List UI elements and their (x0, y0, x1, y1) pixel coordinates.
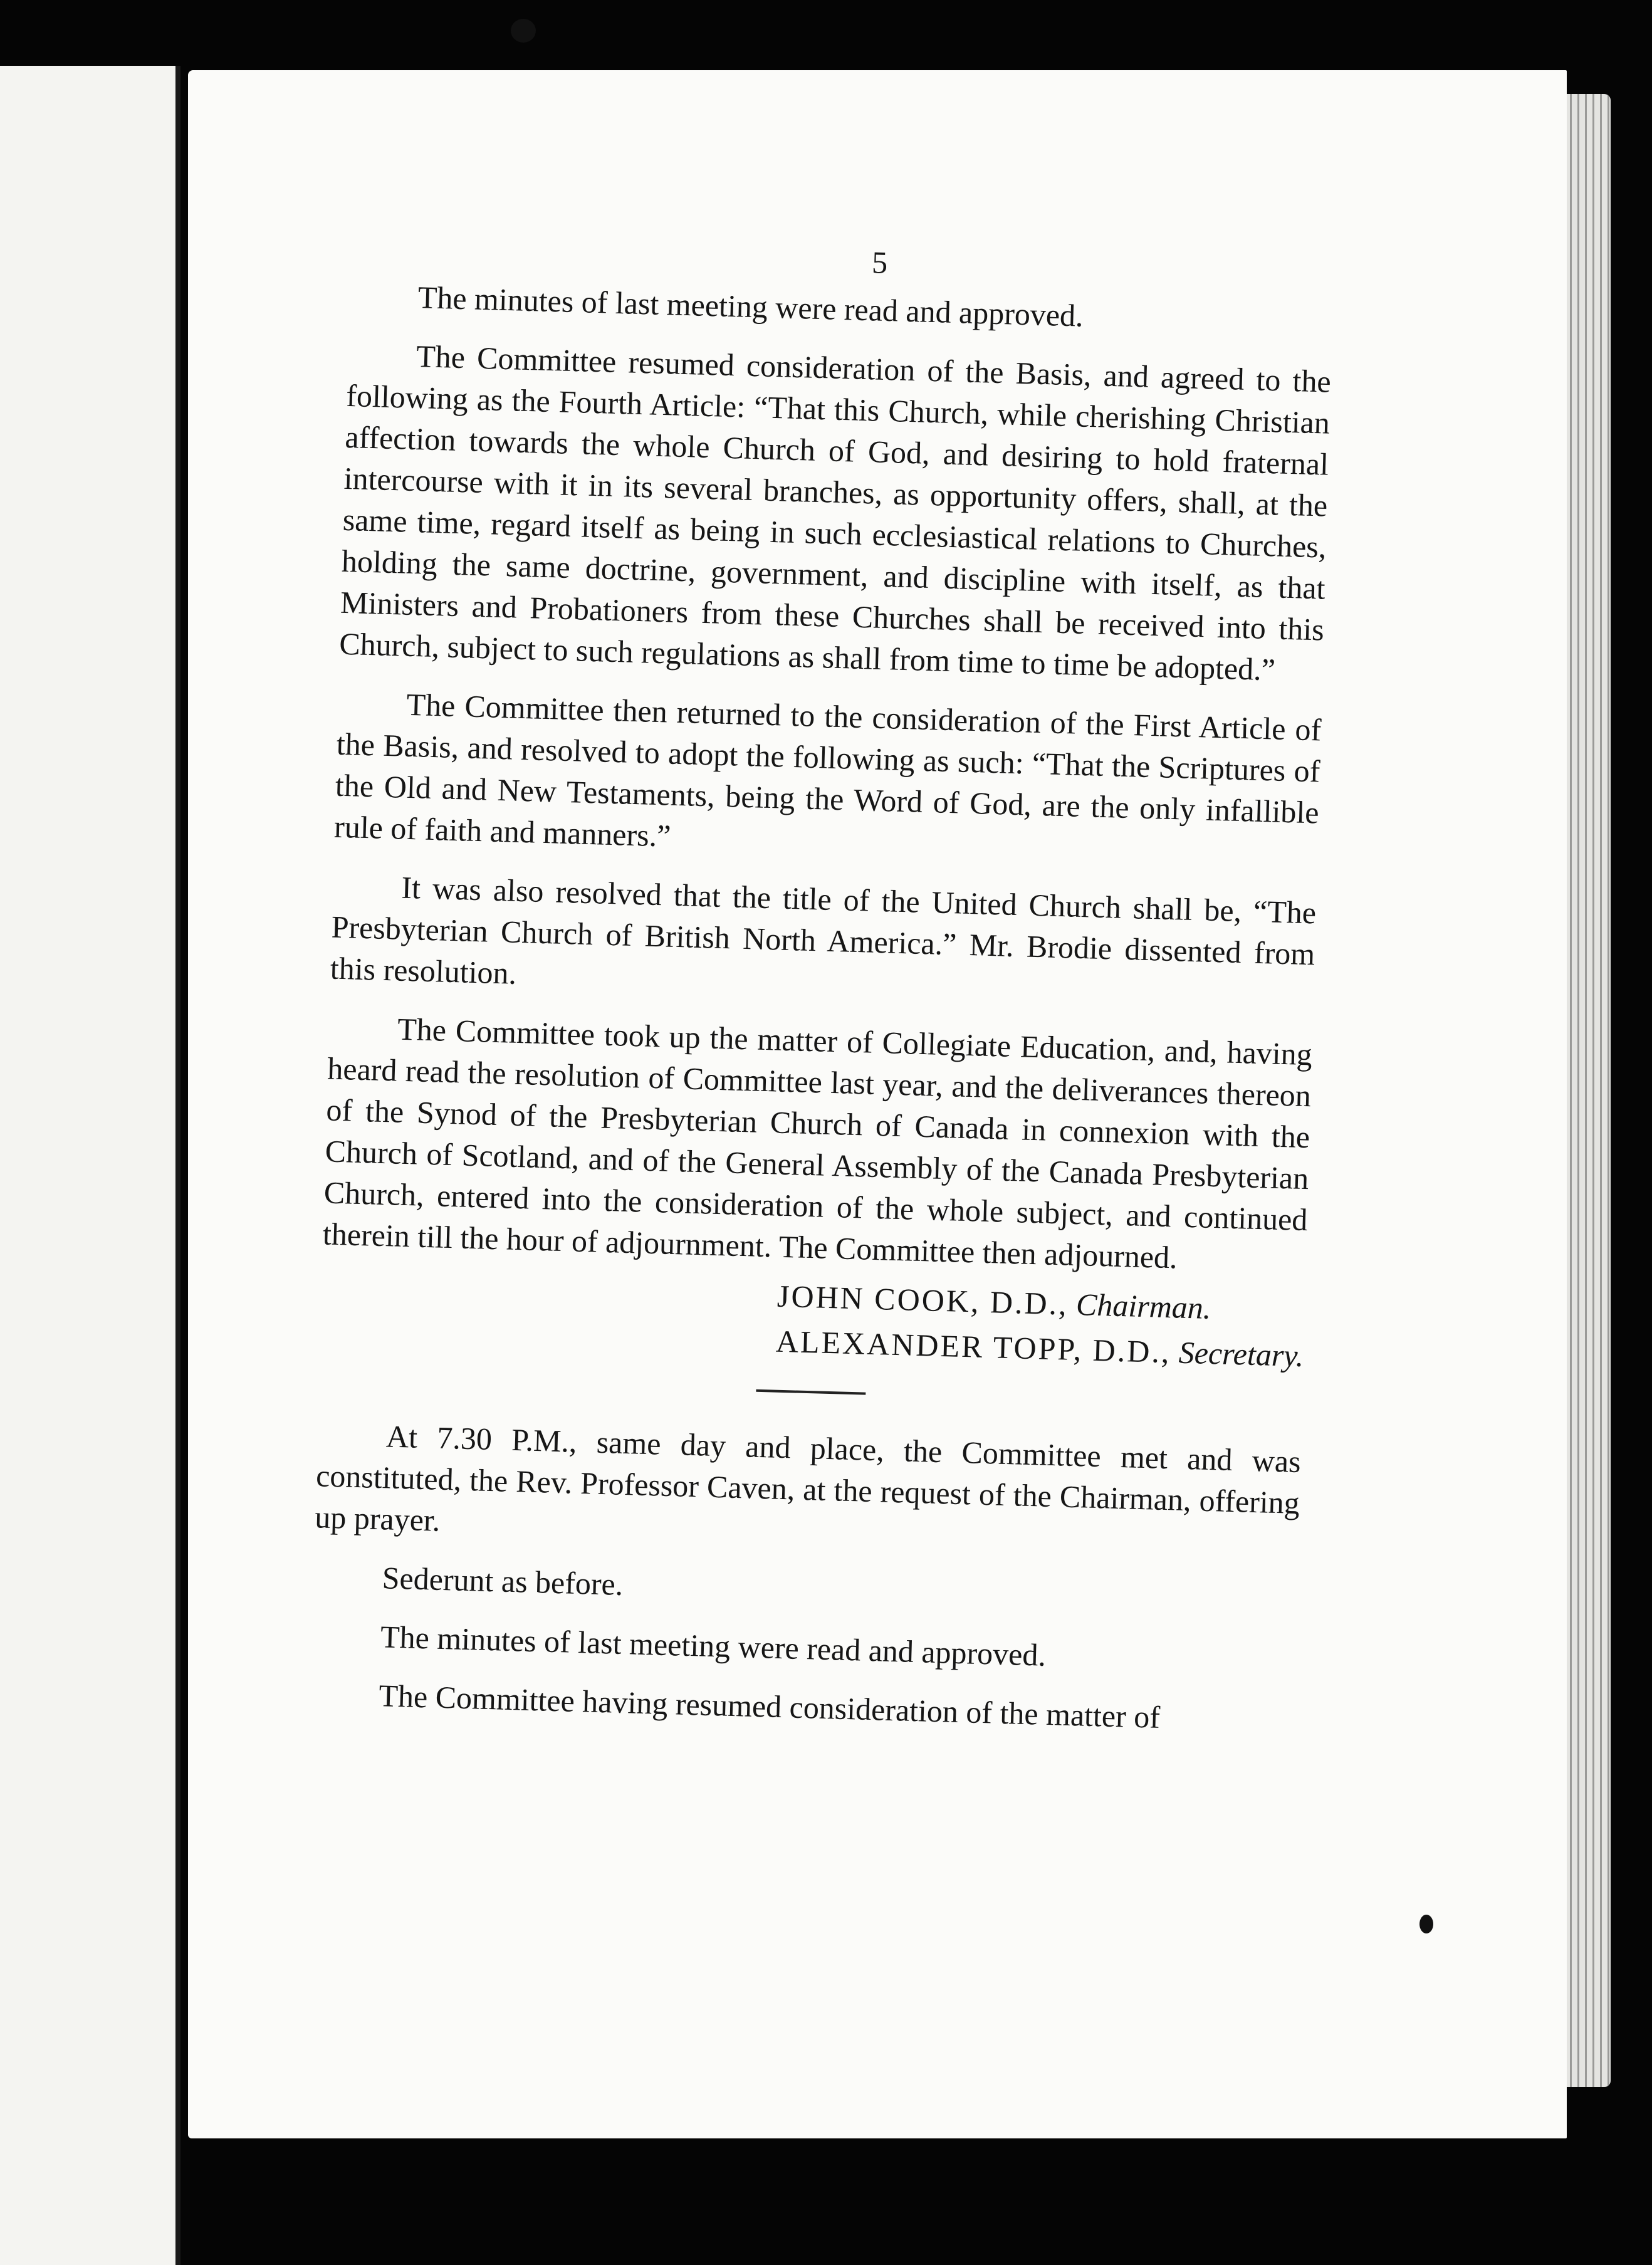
ink-speck (1419, 1915, 1433, 1933)
signature-role: Chairman. (1075, 1286, 1212, 1326)
paragraph: The Committee resumed consideration of the Basis, and agreed to the following as the Fourth Article: “That this Church, while cherishing Christian affection towards the whole Church of God, and desiring to hold fraternal intercourse with it in its several branches, as opportunity offers, shall, at the same time, regard itself as being in such ecclesiastical relations to Churches, holding the same doctrine, government, and discipline with itself, as that Ministers and Probationers from these Churches shall be received into this Church, subject to such regulations as shall from time to time be adopted.” (338, 338, 1332, 688)
section-divider (756, 1389, 865, 1395)
signature-name: ALEXANDER TOPP, D.D., (775, 1323, 1172, 1370)
paragraph: At 7.30 P.M., same day and place, the Committee met and was constituted, the Rev. Professor Caven, at the request of the Chairman, offering up prayer. (314, 1418, 1302, 1538)
paragraph: The minutes of last meeting were read and approved. (380, 1619, 1047, 1673)
facing-page-edge (0, 66, 180, 2265)
paragraph: It was also resolved that the title of the United Church shall be, “The Presbyterian Church of British North America.” Mr. Brodie dissented from this resolution. (330, 869, 1317, 991)
paragraph: The minutes of last meeting were read and approved. (417, 280, 1084, 333)
signature-role: Secretary. (1178, 1334, 1305, 1374)
paragraph: Sederunt as before. (382, 1560, 624, 1602)
ink-speck (511, 19, 536, 43)
page-number: 5 (871, 244, 889, 280)
page-text (309, 227, 1334, 1759)
document-page (188, 70, 1567, 2138)
paragraph: The Committee having resumed consideration of the matter of (378, 1678, 1161, 1735)
signature-name: JOHN COOK, D.D., (776, 1278, 1069, 1322)
paragraph: The Committee then returned to the consideration of the First Article of the Basis, and resolved to adopt the following as such: “That the Scriptures of the Old and New Testaments, being the Word of God, are the only infallible rule of faith and manners.” (333, 686, 1322, 854)
paragraph: The Committee took up the matter of Collegiate Education, and, having heard read the resolution of Committee last year, and the deliverances thereon of the Synod of the Presbyterian Church of Canada in connexion with the Church of Scotland, and of the General Assembly of the Canada Presbyterian Church, entered into the consideration of the whole subject, and continued therein till the hour of adjournment. The Committee then adjourned. (322, 1011, 1313, 1275)
